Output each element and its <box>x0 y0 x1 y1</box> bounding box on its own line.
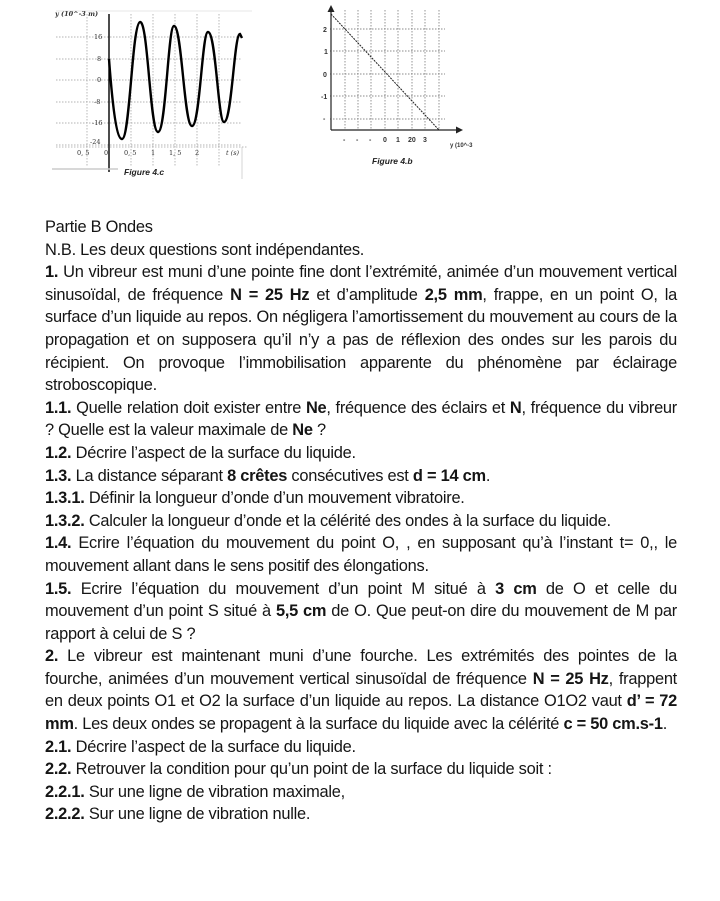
figure-4c-plot <box>52 4 252 180</box>
question-number: 1.3.1. <box>45 489 85 508</box>
fig-c-ytick: 8 <box>97 55 102 63</box>
fig-b-ytick: 0 <box>323 72 327 79</box>
paragraph-2 <box>45 645 677 735</box>
bold-value: 5,5 cm <box>275 602 327 621</box>
fig-c-xtick: 1 <box>151 149 156 157</box>
fig-c-ytick: -24 <box>90 138 101 146</box>
bold-value: N = 25 Hz <box>532 669 609 688</box>
figure-4c-caption: Figure 4.c <box>124 167 165 177</box>
bold-value: c = 50 cm.s-1 <box>563 715 663 734</box>
question-1-3-1 <box>45 487 677 510</box>
fig-c-xlabel: t (s) <box>226 149 240 157</box>
paragraph-1 <box>45 261 677 397</box>
fig-b-ytick: - <box>323 116 326 123</box>
question-2-2-1 <box>45 781 677 804</box>
text-run: . Les deux ondes se propagent à la surface du liquide avec la célérité <box>73 715 564 734</box>
question-number: 1.2. <box>45 443 72 462</box>
text-run: , frappe, en un point O, la surface d’un liquide au repos. On négligera l’amortissement du mouvement au cours de la propagation et on supposera qu’il n’y a pas de réflexion des ondes sur les parois du récipient. On provoque l’immobilisation apparente du phénomène par éclairage stroboscopique. <box>45 285 677 395</box>
bold-value: d’ = 72 mm <box>45 692 678 734</box>
question-number: 1.5. <box>45 579 72 598</box>
question-1-1 <box>45 397 677 442</box>
question-1-3-2 <box>45 510 677 533</box>
question-number: 2.2. <box>45 760 72 779</box>
question-number: 1.4. <box>45 534 72 553</box>
fig-c-ytick: -16 <box>92 119 103 127</box>
text-run: Le vibreur est maintenant muni d’une fourche. Les extrémités des pointes de la fourche, animées d’un mouvement vertical sinusoïdal de fréquence <box>45 647 677 688</box>
fig-c-xtick: 0 <box>104 149 109 157</box>
bold-value: 3 cm <box>495 579 537 598</box>
fig-c-ytick: 0 <box>97 76 102 84</box>
text-run: La distance séparant <box>71 466 228 485</box>
question-2-2 <box>45 758 677 781</box>
fig-c-ylabel: y (10^-3 m) <box>55 10 99 18</box>
text-run: , frappent en deux points O1 et O2 la surface d’un liquide au repos. La distance O1O2 vaut <box>45 669 677 711</box>
fig-b-ytick: -1 <box>321 94 328 101</box>
bold-value: N <box>509 398 522 417</box>
text-run: Quelle relation doit exister entre <box>71 398 306 417</box>
question-number: 2.2.1. <box>45 782 85 801</box>
question-2-1 <box>45 736 677 759</box>
fig-b-xtick: 20 <box>408 137 416 144</box>
fig-b-xtick: 1 <box>396 137 400 144</box>
question-number: 2.1. <box>45 737 72 756</box>
text-run: consécutives est <box>287 466 413 485</box>
text-run: . <box>485 466 491 485</box>
question-number: 2.2.2. <box>45 805 85 824</box>
bold-value: Ne <box>292 421 313 440</box>
figure-4b-plot <box>300 2 480 170</box>
fig-b-xlabel: y (10^-3 <box>450 143 473 149</box>
text-run: Sur une ligne de vibration nulle. <box>84 805 311 824</box>
bold-value: N = 25 Hz <box>230 285 310 304</box>
question-number: 1. <box>45 263 59 282</box>
fig-c-ytick: -8 <box>94 98 101 106</box>
fig-b-xtick: 3 <box>423 137 427 144</box>
fig-b-xtick: - <box>356 137 359 144</box>
question-number: 2. <box>45 647 59 666</box>
fig-b-xtick: - <box>369 137 372 144</box>
question-number: 1.3.2. <box>45 511 85 530</box>
question-2-2-2 <box>45 803 677 826</box>
text-run: Retrouver la condition pour qu’un point de la surface du liquide soit : <box>71 760 552 779</box>
fig-c-xtick: 2 <box>195 149 200 157</box>
fig-b-xtick: 0 <box>383 137 387 144</box>
question-1-4 <box>45 532 677 577</box>
exercise-text <box>45 216 677 826</box>
text-run: Un vibreur est muni d’une pointe fine dont l’extrémité, animée d’un mouvement vertical sinusoïdal, de fréquence <box>45 263 677 304</box>
bold-value: 8 crêtes <box>227 466 288 485</box>
question-1-2 <box>45 442 677 465</box>
figure-4b <box>300 2 480 170</box>
fig-c-xtick: 0, 5 <box>124 149 137 157</box>
bold-value: 2,5 mm <box>424 285 483 304</box>
text-run: . <box>662 715 668 734</box>
bold-value: Ne <box>305 398 327 417</box>
text-run: , fréquence du vibreur ? Quelle est la valeur maximale de <box>45 398 678 440</box>
section-note: N.B. Les deux questions sont indépendantes. <box>45 240 365 259</box>
text-run: ? <box>312 421 326 440</box>
text-run: Ecrire l’équation du mouvement du point O, , en supposant qu’à l’instant t= 0,, le mouvement allant dans le sens positif des élongations. <box>45 534 677 575</box>
fig-b-ytick: 1 <box>324 49 328 56</box>
text-run: Calculer la longueur d’onde et la célérité des ondes à la surface du liquide. <box>84 511 611 530</box>
text-run: de O. Que peut-on dire du mouvement de M par rapport à celui de S ? <box>45 602 677 643</box>
question-number: 1.1. <box>45 398 72 417</box>
question-1-5 <box>45 578 677 646</box>
text-run: Décrire l’aspect de la surface du liquide. <box>71 737 356 756</box>
text-run: Décrire l’aspect de la surface du liquide. <box>71 443 356 462</box>
question-1-3 <box>45 465 677 488</box>
text-run: , fréquence des éclairs et <box>326 398 510 417</box>
text-run: et d’amplitude <box>309 285 425 304</box>
fig-b-ytick: 2 <box>323 27 327 34</box>
text-run: Ecrire l’équation du mouvement d’un point M situé à <box>71 579 496 598</box>
fig-c-ytick: 16 <box>94 33 103 41</box>
figure-4b-caption: Figure 4.b <box>372 156 413 166</box>
text-run: Sur une ligne de vibration maximale, <box>84 782 345 801</box>
section-title: Partie B Ondes <box>45 218 153 236</box>
question-number: 1.3. <box>45 466 72 485</box>
fig-b-xtick: - <box>343 137 346 144</box>
text-run: de O et celle du mouvement d’un point S situé à <box>45 579 677 621</box>
fig-c-xtick: 1, 5 <box>169 149 182 157</box>
bold-value: d = 14 cm <box>412 466 486 485</box>
figure-4c <box>52 4 252 180</box>
text-run: Définir la longueur d’onde d’un mouvement vibratoire. <box>84 489 465 508</box>
fig-c-xtick: 0, 5 <box>77 149 90 157</box>
